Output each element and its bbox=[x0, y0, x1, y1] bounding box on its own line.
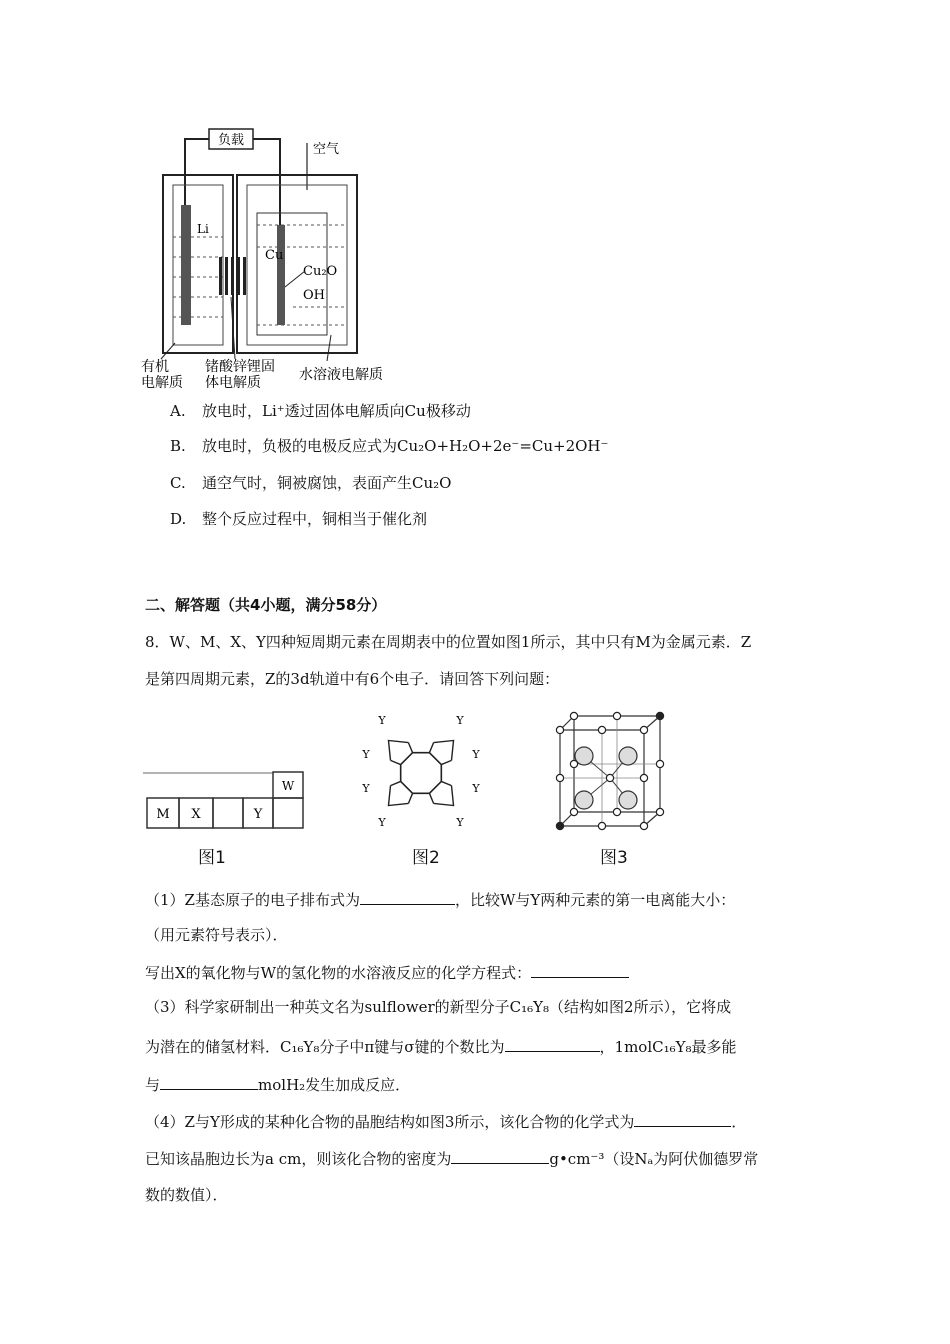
answer-blank-5[interactable] bbox=[634, 1110, 731, 1127]
fig3-small-atom bbox=[598, 726, 605, 733]
part-1-line-2: （用元素符号表示）． bbox=[145, 926, 288, 944]
fig1-cell-m: M bbox=[156, 807, 170, 822]
part-3-text-b: 为潜在的储氢材料．C₁₆Y₈分子中π键与σ键的个数比为 bbox=[145, 1038, 505, 1056]
part-1-text-b: ，比较W与Y两种元素的第一电离能大小： bbox=[454, 891, 736, 909]
section-heading: 二、解答题（共4小题，满分58分） bbox=[145, 596, 387, 614]
fig1-caption: 图1 bbox=[198, 848, 226, 868]
fig3-small-atom bbox=[556, 774, 563, 781]
fig3-small-atom bbox=[613, 808, 620, 815]
air-label: 空气 bbox=[313, 142, 340, 157]
fig2-atom-y: Y bbox=[456, 816, 464, 829]
fig1-cell-y: Y bbox=[253, 807, 263, 822]
fig2-atom-y: Y bbox=[472, 782, 480, 795]
solid-electrolyte-label-2: 体电解质 bbox=[205, 375, 261, 390]
answer-blank-1[interactable] bbox=[360, 888, 455, 905]
fig2-atom-y: Y bbox=[456, 714, 464, 727]
part-2-text: 写出X的氧化物与W的氢化物的水溶液反应的化学方程式： bbox=[145, 964, 532, 982]
fig3-small-atom bbox=[613, 712, 620, 719]
option-letter: B. bbox=[170, 437, 186, 455]
aqueous-electrolyte-label: 水溶液电解质 bbox=[299, 367, 383, 383]
fig3-small-atom bbox=[570, 760, 577, 767]
fig3-dark-atom bbox=[656, 712, 663, 719]
solid-electrolyte-label: 锗酸锌锂固 bbox=[205, 359, 275, 375]
answer-blank-2[interactable] bbox=[531, 961, 629, 978]
option-a bbox=[170, 401, 471, 421]
fig3-large-atom bbox=[619, 747, 637, 765]
fig3-caption: 图3 bbox=[600, 848, 628, 868]
option-letter: D. bbox=[170, 510, 187, 528]
option-letter: A. bbox=[170, 402, 186, 420]
part-2-line bbox=[145, 961, 629, 983]
oh-label: OH bbox=[303, 288, 325, 303]
option-text: 放电时，负极的电极反应式为Cu₂O+H₂O+2e⁻=Cu+2OH⁻ bbox=[202, 437, 609, 455]
part-4-line-1 bbox=[145, 1110, 746, 1132]
fig3-small-atom bbox=[656, 808, 663, 815]
answer-blank-4[interactable] bbox=[160, 1073, 258, 1090]
cu2o-label: Cu₂O bbox=[303, 264, 338, 279]
cu-label: Cu bbox=[265, 248, 284, 263]
fig1-cell-w: W bbox=[281, 779, 295, 793]
part-3-text-d: 与 bbox=[145, 1076, 161, 1094]
fig2-atom-y: Y bbox=[362, 748, 370, 761]
part-3-line-2 bbox=[145, 1035, 737, 1057]
part-1-line-1 bbox=[145, 888, 735, 910]
part-4-line-3: 数的数值）． bbox=[145, 1186, 228, 1204]
figure-1 bbox=[143, 770, 313, 832]
option-letter: C. bbox=[170, 474, 186, 492]
fig2-atom-y: Y bbox=[378, 714, 386, 727]
option-d bbox=[170, 509, 427, 529]
load-label: 负载 bbox=[217, 133, 245, 148]
fig3-small-atom bbox=[640, 822, 647, 829]
part-4-text-b: ． bbox=[731, 1113, 747, 1131]
figure-2 bbox=[360, 712, 482, 834]
li-label: Li bbox=[197, 222, 209, 236]
part-3-text-e: molH₂发生加成反应． bbox=[258, 1076, 411, 1094]
fig3-small-atom bbox=[640, 774, 647, 781]
fig3-small-atom bbox=[556, 726, 563, 733]
option-text: 整个反应过程中，铜相当于催化剂 bbox=[202, 510, 428, 528]
fig3-large-atom bbox=[619, 791, 637, 809]
part-3-text-c: ，1molC₁₆Y₈最多能 bbox=[599, 1038, 737, 1056]
fig2-atom-y: Y bbox=[472, 748, 480, 761]
part-1-text-a: （1）Z基态原子的电子排布式为 bbox=[145, 891, 360, 909]
q8-line-2: 是第四周期元素，Z的3d轨道中有6个电子．请回答下列问题： bbox=[145, 670, 560, 688]
fig3-small-atom bbox=[640, 726, 647, 733]
fig2-atom-y: Y bbox=[362, 782, 370, 795]
fig3-small-atom bbox=[570, 712, 577, 719]
fig3-small-atom bbox=[598, 822, 605, 829]
answer-blank-3[interactable] bbox=[505, 1035, 600, 1052]
figure-3 bbox=[548, 708, 674, 836]
fig3-large-atom bbox=[575, 791, 593, 809]
part-4-line-2 bbox=[145, 1147, 758, 1169]
fig2-atom-y: Y bbox=[378, 816, 386, 829]
part-4-text-c: 已知该晶胞边长为a cm，则该化合物的密度为 bbox=[145, 1150, 452, 1168]
part-4-text-d: g•cm⁻³（设Nₐ为阿伏伽德罗常 bbox=[549, 1150, 759, 1168]
fig2-caption: 图2 bbox=[412, 848, 440, 868]
battery-diagram bbox=[135, 125, 415, 390]
part-3-line-1: （3）科学家研制出一种英文名为sulflower的新型分子C₁₆Y₈（结构如图2所示），它将成 bbox=[145, 998, 732, 1016]
q8-line-1: 8．W、M、X、Y四种短周期元素在周期表中的位置如图1所示，其中只有M为金属元素．Z bbox=[145, 633, 752, 651]
option-text: 通空气时，铜被腐蚀，表面产生Cu₂O bbox=[202, 474, 452, 492]
option-b bbox=[170, 436, 608, 456]
option-text: 放电时，Li⁺透过固体电解质向Cu极移动 bbox=[202, 402, 471, 420]
fig3-small-atom bbox=[606, 774, 613, 781]
fig3-dark-atom bbox=[556, 822, 563, 829]
organic-electrolyte-label-2: 电解质 bbox=[141, 375, 183, 390]
fig3-small-atom bbox=[570, 808, 577, 815]
part-3-line-3 bbox=[145, 1073, 410, 1095]
fig3-small-atom bbox=[656, 760, 663, 767]
organic-electrolyte-label: 有机 bbox=[141, 359, 169, 375]
option-c bbox=[170, 473, 451, 493]
part-4-text-a: （4）Z与Y形成的某种化合物的晶胞结构如图3所示，该化合物的化学式为 bbox=[145, 1113, 635, 1131]
answer-blank-6[interactable] bbox=[451, 1147, 549, 1164]
fig1-cell-x: X bbox=[191, 807, 201, 822]
